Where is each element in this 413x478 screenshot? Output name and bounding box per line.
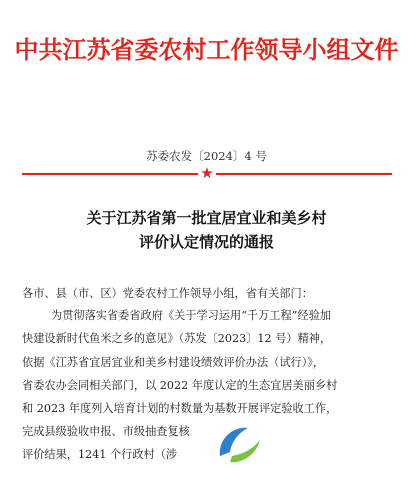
star-icon: ★ [200, 164, 214, 182]
body-line-2: 快建设新时代鱼米之乡的意见》（苏发〔2023〕12 号）精神， [22, 332, 332, 345]
body-line-4: 省委农办会同相关部门，以 2022 年度认定的生态宜居美丽乡村 [22, 379, 338, 392]
watermark-logo-icon [210, 418, 268, 474]
watermark [210, 418, 400, 474]
body-line-1: 为贯彻落实省委省政府《关于学习运用“千万工程”经验加 [51, 309, 331, 322]
document-title-line-2: 评价认定情况的通报 [138, 233, 274, 251]
document-title-line-1: 关于江苏省第一批宜居宜业和美乡村 [86, 209, 327, 227]
red-rule-left [22, 173, 198, 175]
red-rule-right [216, 173, 392, 175]
body-line-7: 评价结果，1241 个行政村（涉 [22, 448, 178, 461]
addressee-line: 各市、县（市、区）党委农村工作领导小组，省有关部门： [22, 287, 313, 300]
body-line-3: 依据《江苏省宜居宜业和美乡村建设绩效评价办法（试行）》， [22, 356, 325, 369]
body-line-6: 完成县级验收申报、市级抽查复核 [22, 425, 190, 438]
body-line-5: 和 2023 年度列入培育计划的村数量为基数开展评定验收工作， [22, 402, 338, 415]
document-number: 苏委农发〔2024〕4 号 [146, 149, 267, 163]
org-masthead: 中共江苏省委农村工作领导小组文件 [14, 35, 399, 64]
